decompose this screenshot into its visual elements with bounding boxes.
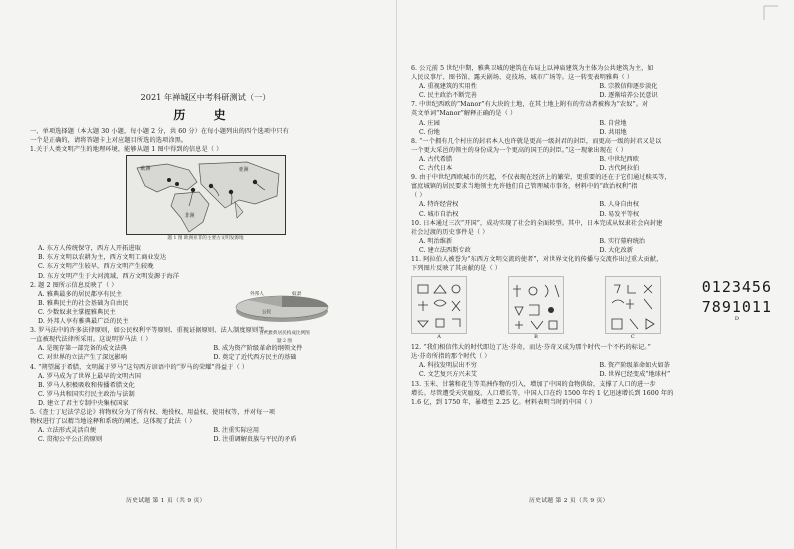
subject-heading: 历 史 xyxy=(173,108,238,122)
option-a: A. 古代希腊 xyxy=(419,155,453,163)
question-5-options-row xyxy=(30,435,381,444)
option-d: D. 奠定了近代西方民主的基础 xyxy=(213,354,297,362)
option-a: A. 雅典最多的居民都享有民主 xyxy=(38,290,123,298)
question-6-options-row xyxy=(411,82,772,91)
option-a: A. 重视建筑的实用性 xyxy=(419,83,477,91)
question-10-options-row xyxy=(411,246,772,255)
question-7-options-row xyxy=(411,128,772,137)
option-a: A. 东方人传统保守，西方人开拓进取 xyxy=(38,245,142,253)
script-b-glyphs xyxy=(509,277,565,335)
option-a: A. 庄园 xyxy=(419,119,440,127)
question-3-stem: 一直被现代法律所采用。这说明罗马法（ ） xyxy=(30,336,152,344)
option-b: B. 罗马人积极吸收和传播希腊文化 xyxy=(38,381,135,389)
question-8-stem: 一个更大采邑的领主的身份成为一个更高的国王的封臣。”这一现象出现在（ ） xyxy=(411,146,628,154)
question-11-stem: 下列图片反映了其贡献的是（ ） xyxy=(411,265,502,273)
pie-label-foreigners: 外邦人 xyxy=(250,292,264,297)
ancient-script-b xyxy=(508,276,564,334)
question-9-stem: （ ） xyxy=(411,192,426,200)
question-10-options-row xyxy=(411,237,772,246)
script-image-b xyxy=(508,276,564,342)
script-image-a xyxy=(411,276,467,342)
option-d: D. 外邦人享有雅典最广泛的民主 xyxy=(38,318,129,326)
question-9-stem: 9. 由于中世纪西欧城市的兴起，不仅表现在经济上的繁荣，更重要的还在于它们通过赎买等， xyxy=(411,174,671,182)
question-6-options-row xyxy=(411,91,772,100)
pie-label-citizens: 公民 xyxy=(262,310,272,315)
script-label-d: D xyxy=(734,316,739,323)
option-a: A. 科技发明层出不穷 xyxy=(419,362,477,370)
option-d: D. 注重调解贵族与平民的矛盾 xyxy=(213,436,297,444)
question-5-stem: 5.《查士丁尼法学总论》将物权分为了所有权、地役权、用益权、使用权等，并对每一项 xyxy=(30,408,276,416)
script-label-c: C xyxy=(630,334,635,341)
option-c: C. 东方文明产生较早，西方文明产生较晚 xyxy=(38,263,154,271)
script-image-c xyxy=(605,276,661,342)
question-3-options-row xyxy=(30,344,381,353)
option-d: D. 易发平等权 xyxy=(599,210,640,218)
ancient-script-c xyxy=(605,276,661,334)
page-footer: 历史试题 第 1 页（共 9 页） xyxy=(126,498,206,504)
question-11-images xyxy=(411,276,772,342)
instructions-line: 一、单项选择题（本大题 30 小题，每小题 2 分，共 60 分）在每小题列出的四个选项中只有 xyxy=(30,128,289,135)
option-a: A. 特许经营权 xyxy=(419,201,459,209)
map-label-asia: 亚洲 xyxy=(238,167,249,174)
option-b: B. 中世纪西欧 xyxy=(599,155,639,163)
map-label-europe: 欧洲 xyxy=(140,166,151,173)
question-13-stem: 1.6 亿，到 1750 年，暴增至 2.25 亿。材料表明当时的中国（ ） xyxy=(411,398,596,406)
option-b: B. 东方文明以农耕为主，西方文明工商业发达 xyxy=(38,254,167,262)
numerals-line-1: 0123456 xyxy=(701,278,772,297)
script-c-glyphs xyxy=(606,277,662,335)
question-12-options-row xyxy=(411,361,772,370)
option-a: A. 立法形式灵活自便 xyxy=(38,427,96,435)
question-6-stem: 人民议事厅、图书馆、露天剧场、竞技场、城市广场等。这一转变表明雅典（ ） xyxy=(411,74,634,82)
script-label-a: A xyxy=(437,334,441,341)
map-label-africa: 非洲 xyxy=(184,213,195,220)
option-d: D. 逐渐培养公民意识 xyxy=(599,92,658,100)
question-9-options-row xyxy=(411,200,772,209)
option-c: C. 对世界的立法产生了深远影响 xyxy=(38,354,127,362)
numerals-line-2: 7891011 xyxy=(701,298,772,317)
question-13-stem: 增长。尽管遭受天灾瘟疫、人口增长等，中国人口在约 1500 年约 1 亿迅速增长到 1600 年的 xyxy=(411,389,674,397)
script-label-b: B xyxy=(534,334,538,341)
question-3-stem: 3. 罗马法中的许多法律原则，如公民权利平等原则、重视证据原则、法人制度原则等， xyxy=(30,327,271,335)
question-8-options-row xyxy=(411,155,772,164)
question-6-stem: 6. 公元前 5 世纪中期，雅典卫城的建筑在布局上以神庙建筑为主体为公共建筑为主，如 xyxy=(411,65,654,72)
figure-1-caption: 题 1 图 欧洲亚非的主要古文明发源地 xyxy=(167,236,244,242)
question-7-options-row xyxy=(411,119,772,128)
option-c: C. 份地 xyxy=(419,128,440,136)
option-d: D. 古代阿拉伯 xyxy=(599,165,640,173)
question-2-stem: 2. 题 2 图所示信息反映了（ ） xyxy=(30,281,118,289)
ancient-script-a xyxy=(411,276,467,334)
option-c: C. 城市自治权 xyxy=(419,210,459,218)
right-page xyxy=(397,0,794,549)
script-a-glyphs xyxy=(412,277,468,335)
option-b: B. 人身自由权 xyxy=(599,201,639,209)
option-b: B. 资产阶级革命如火如荼 xyxy=(599,362,670,370)
question-5-options-row xyxy=(30,426,381,435)
question-9-stem: 富庶城镇的居民要求当地领主允许他们自己管理城市事务，材料中的“政治权利”指 xyxy=(411,183,638,191)
question-4-stem: 4. “朔望属于希腊，文明属于罗马”这句西方谚语中的“罗马的荣耀”得益于（ ） xyxy=(30,363,249,371)
option-c: C. 民主政治不断完善 xyxy=(419,92,477,100)
question-5-stem: 物权进行了以精当地诠释和系统的阐述，这体现了此法（ ） xyxy=(30,418,196,426)
option-d: D. 建立了君主专制中央集权国家 xyxy=(38,399,129,407)
option-a: A. 明治维新 xyxy=(419,237,453,245)
question-7-stem: 英文单词“Manor”解释正确的是（ ） xyxy=(411,110,517,118)
option-d: D. 东方文明产生于大河流域，西方文明发源于海洋 xyxy=(38,272,180,280)
figure-1 xyxy=(30,155,381,242)
option-d: D. 大化改新 xyxy=(599,246,633,254)
option-b: B. 实行幕府统治 xyxy=(599,237,646,245)
question-12-stem: 12. “我们相信伟大的时代即边了达·芬奇，而达·芬奇又成为那个时代一个不朽的标记。” xyxy=(411,344,651,352)
arabic-numerals-image xyxy=(702,276,772,342)
option-a: A. 罗马成为了世界上最早的文明古国 xyxy=(38,372,142,380)
question-12-stem: 达·芬奇所指的那个时代（ ） xyxy=(411,353,491,361)
option-c: C. 古代日本 xyxy=(419,165,453,173)
figure-2-caption: 古代雅典居民构成比例图 xyxy=(259,331,310,336)
question-12-options-row xyxy=(411,370,772,379)
option-d: D. 共用地 xyxy=(599,128,627,136)
instructions-line: 一个是正确的，请将答题卡上对应题目所选的选项涂黑。 xyxy=(30,137,188,145)
question-10-stem: 社会过渡的历史事件是（ ） xyxy=(411,228,489,236)
question-8-stem: 8. “一个拥有几个村庄的封君本人也许就是更高一级封君的封臣，而更高一级的封君又是以 xyxy=(411,137,662,145)
option-b: B. 自营地 xyxy=(599,119,627,127)
option-c: C. 贯彻公平公正的原则 xyxy=(38,436,103,444)
question-9-options-row xyxy=(411,210,772,219)
question-7-stem: 7. 中世纪西欧的“Manor”有大块的土地，在其土地上附有的劳动者被称为“农奴”。对 xyxy=(411,101,649,109)
page-footer: 历史试题 第 2 页（共 9 页） xyxy=(529,498,609,504)
figure-2 xyxy=(222,287,347,345)
pie-label-slaves: 奴隶 xyxy=(292,292,302,297)
option-c: C. 罗马共和国实行民主政治与法制 xyxy=(38,390,135,398)
option-b: B. 宗教信仰逐步淡化 xyxy=(599,83,658,91)
option-c: C. 少数奴隶主掌握雅典民主 xyxy=(38,308,116,316)
corner-mark-icon xyxy=(758,4,784,22)
option-d: D. 世界已经变成“地球村” xyxy=(599,371,671,379)
population-pie-chart xyxy=(230,287,340,325)
option-b: B. 雅典民主的社会基础为自由民 xyxy=(38,299,129,307)
exam-title: 2021 年禅城区中考科研测试（一） xyxy=(140,92,271,102)
question-1-stem: 1.关于人类文明产生的地理环境，能够从题 1 图中得到的信息是（ ） xyxy=(30,146,223,154)
option-c: C. 文艺复兴方兴未艾 xyxy=(419,371,477,379)
option-a: A. 是现存第一部完备的成文法典 xyxy=(38,345,127,353)
question-10-stem: 10. 日本通过三次“开国”，成功实现了社会的全面转型。其中，日本完成从奴隶社会向封建 xyxy=(411,219,663,227)
question-11-stem: 11. 阿拉伯人被誉为“东西方文明交流的使者”，对世界文化的传播与交流作出过重大贡献， xyxy=(411,255,663,263)
question-3-options-row xyxy=(30,353,381,362)
civilization-map xyxy=(126,155,286,235)
option-b: B. 成为资产阶级革命的纲领文件 xyxy=(213,345,303,353)
option-b: B. 注重实际应用 xyxy=(213,427,260,435)
option-c: C. 建立法西斯专政 xyxy=(419,246,471,254)
question-8-options-row xyxy=(411,164,772,173)
figure-2-label: 题 2 图 xyxy=(276,339,293,344)
question-13-stem: 13. 玉米、甘薯和花生等美洲作物的引入，增加了中国的食物供给，支撑了人口的进一步 xyxy=(411,380,656,388)
